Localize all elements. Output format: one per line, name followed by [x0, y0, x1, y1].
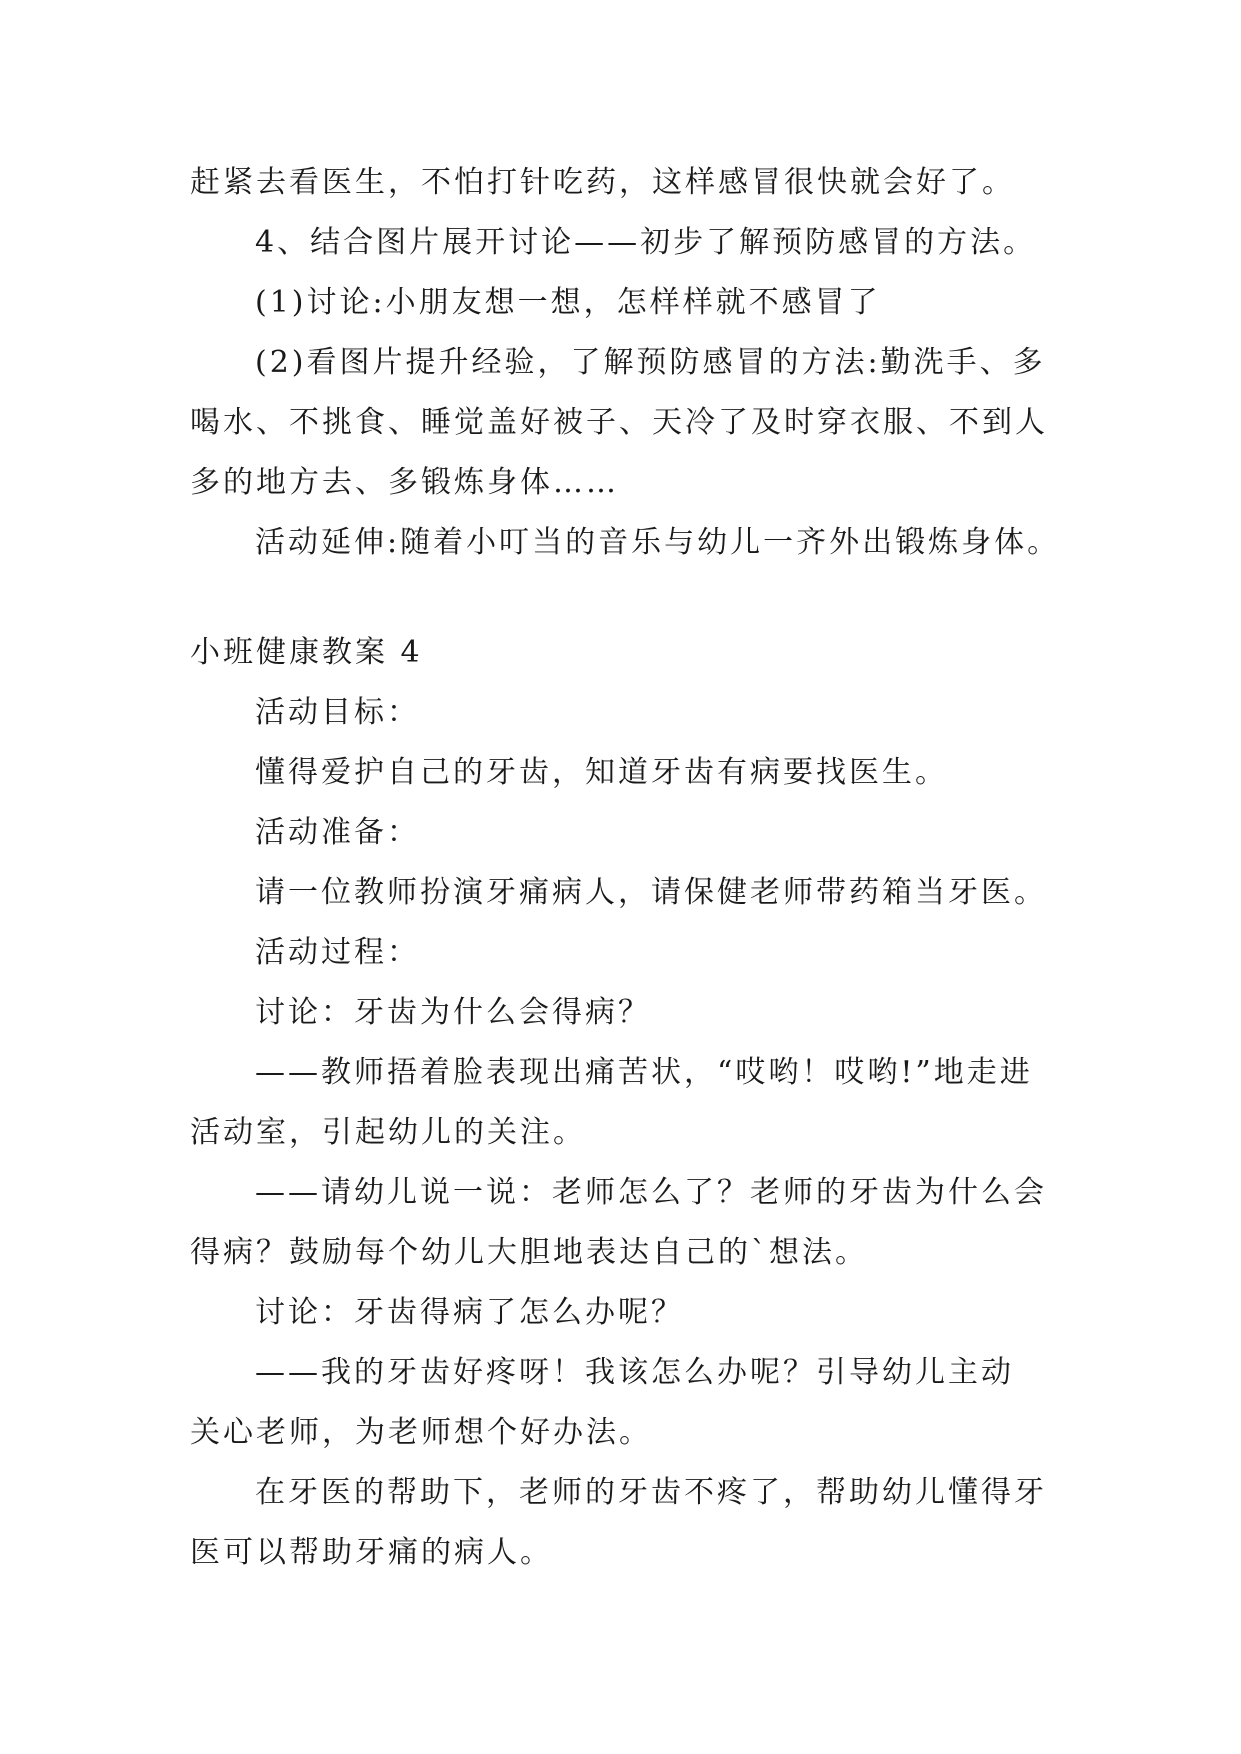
paragraph-line: 活动目标： [255, 695, 420, 730]
paragraph-line: 请一位教师扮演牙痛病人，请保健老师带药箱当牙医。 [255, 875, 1047, 910]
paragraph-line: 关心老师，为老师想个好办法。 [190, 1415, 652, 1450]
paragraph-line: 得病？鼓励每个幼儿大胆地表达自己的`想法。 [190, 1235, 868, 1270]
paragraph-line: ——教师捂着脸表现出痛苦状，“哎哟！哎哟!”地走进 [255, 1055, 1033, 1090]
paragraph-line: 懂得爱护自己的牙齿，知道牙齿有病要找医生。 [255, 755, 948, 790]
paragraph-line: 医可以帮助牙痛的病人。 [190, 1535, 553, 1570]
paragraph-line: 多的地方去、多锻炼身体…… [190, 465, 619, 500]
paragraph-line: 4、结合图片展开讨论——初步了解预防感冒的方法。 [255, 225, 1037, 260]
paragraph-line: 赶紧去看医生，不怕打针吃药，这样感冒很快就会好了。 [190, 165, 1015, 200]
paragraph-line: (2)看图片提升经验，了解预防感冒的方法:勤洗手、多 [255, 345, 1046, 380]
paragraph-line: ——我的牙齿好疼呀！我该怎么办呢？引导幼儿主动 [255, 1355, 1014, 1390]
paragraph-line: 讨论：牙齿为什么会得病？ [255, 995, 651, 1030]
paragraph-line: (1)讨论:小朋友想一想，怎样样就不感冒了 [255, 285, 881, 320]
paragraph-line: 喝水、不挑食、睡觉盖好被子、天冷了及时穿衣服、不到人 [190, 405, 1048, 440]
paragraph-line: ——请幼儿说一说：老师怎么了？老师的牙齿为什么会 [255, 1175, 1047, 1210]
paragraph-line: 活动准备： [255, 815, 420, 850]
paragraph-line: 讨论：牙齿得病了怎么办呢？ [255, 1295, 684, 1330]
section-title: 小班健康教案 4 [190, 635, 423, 670]
paragraph-line: 在牙医的帮助下，老师的牙齿不疼了，帮助幼儿懂得牙 [255, 1475, 1047, 1510]
paragraph-line: 活动过程： [255, 935, 420, 970]
paragraph-line: 活动延伸:随着小叮当的音乐与幼儿一齐外出锻炼身体。 [255, 525, 1061, 560]
paragraph-line: 活动室，引起幼儿的关注。 [190, 1115, 586, 1150]
